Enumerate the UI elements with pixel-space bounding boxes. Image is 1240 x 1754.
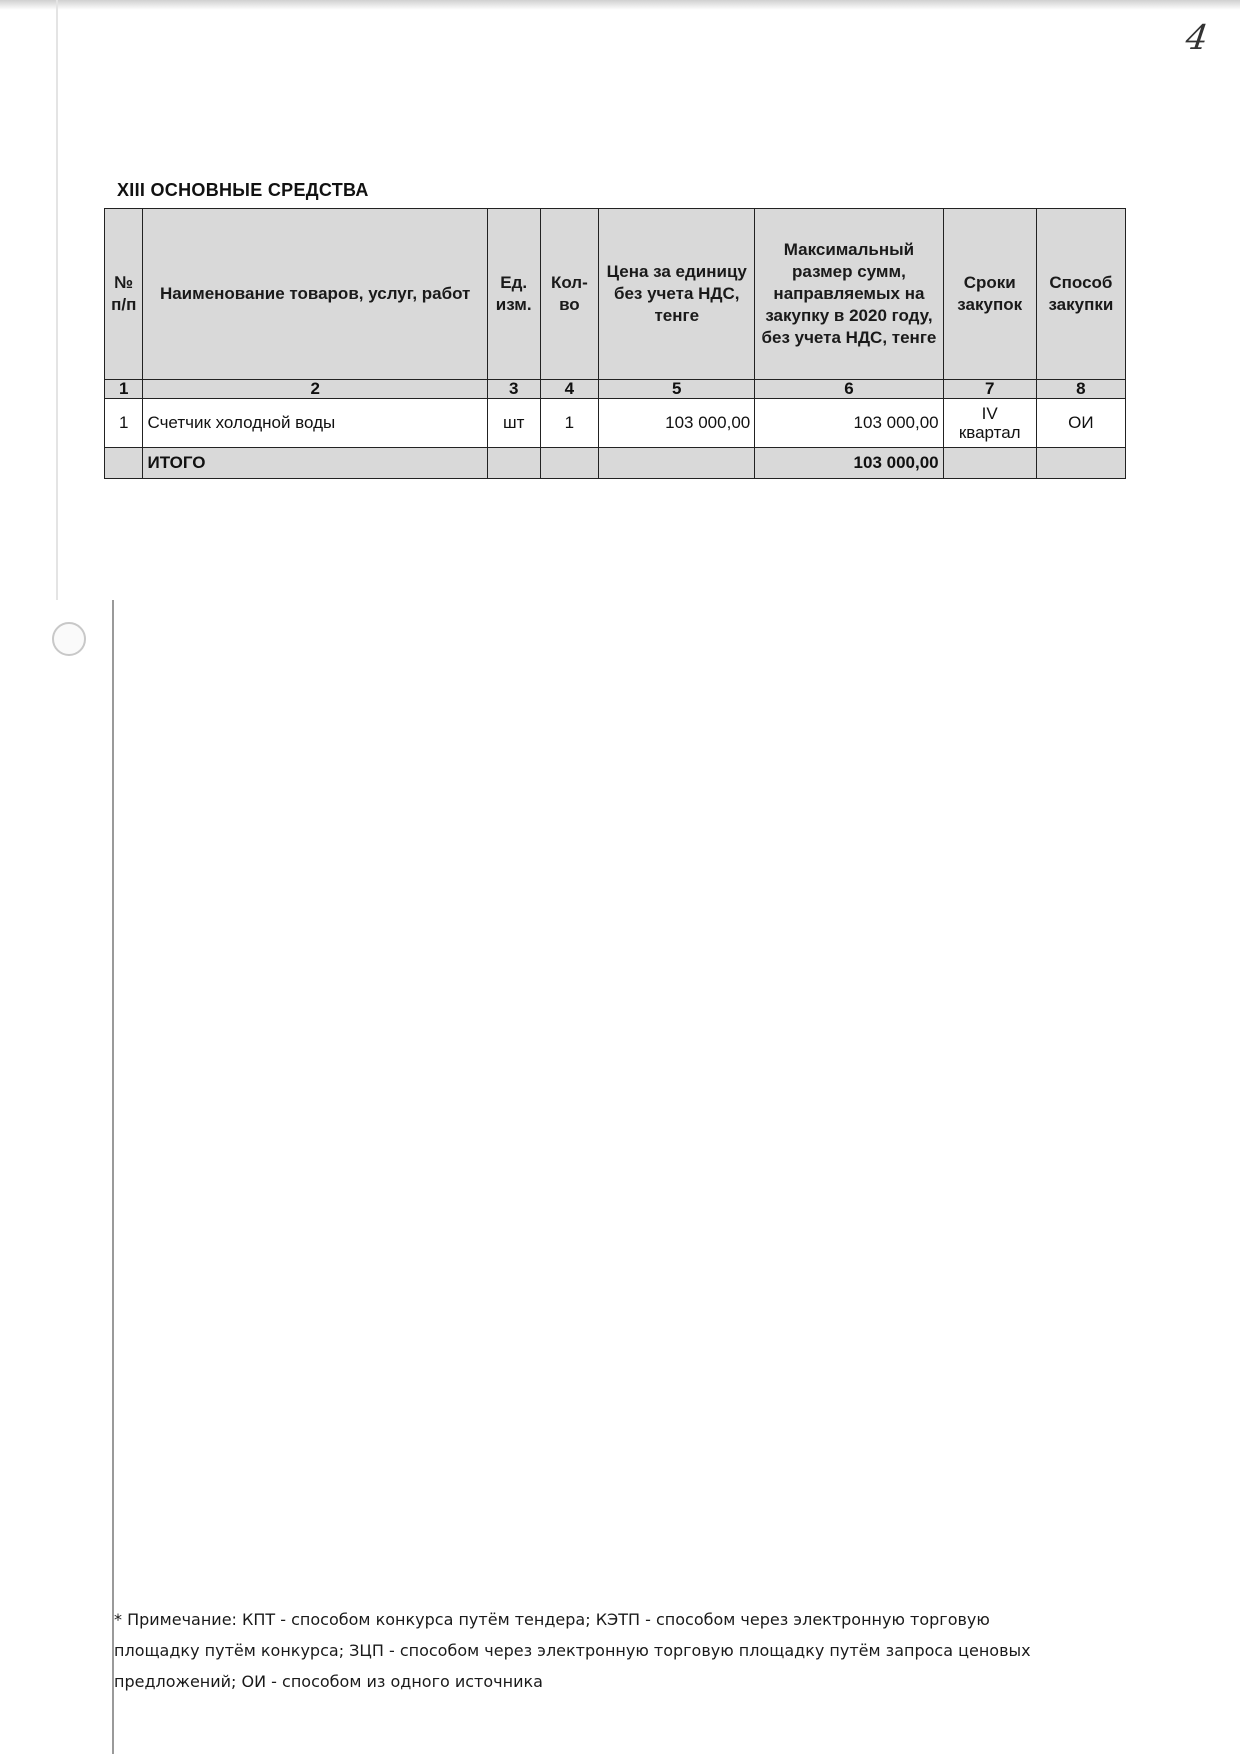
row-price: 103 000,00	[599, 399, 755, 448]
row-max-sum: 103 000,00	[755, 399, 943, 448]
scan-top-shadow	[0, 0, 1240, 10]
row-term	[943, 399, 1036, 448]
header-max-sum: Максимальный размер сумм, направляемых на закупку в 2020 году, без учета НДС, тенге	[755, 209, 943, 380]
row-term-line2: квартал	[958, 423, 1021, 442]
row-term-line1: IV	[981, 404, 998, 423]
punch-hole	[52, 622, 86, 656]
header-num: № п/п	[105, 209, 143, 380]
row-num: 1	[105, 399, 143, 448]
row-name: Счетчик холодной воды	[143, 399, 487, 448]
table-row	[105, 399, 1126, 448]
total-empty-cell	[105, 448, 143, 479]
column-number: 4	[540, 380, 599, 399]
footnote: * Примечание: КПТ - способом конкурса путём тендера; КЭТП - способом через электронную торговую площадку путём конкурса; ЗЦП - способом через электронную торговую площадку путём запроса ценовых предложений; ОИ - способом из одного источника	[114, 1610, 1031, 1691]
column-number: 2	[143, 380, 487, 399]
header-price: Цена за единицу без учета НДС, тенге	[599, 209, 755, 380]
total-label: ИТОГО	[143, 448, 487, 479]
total-empty-cell	[943, 448, 1036, 479]
table-header-row	[105, 209, 1126, 380]
total-row	[105, 448, 1126, 479]
total-empty-cell	[1036, 448, 1125, 479]
row-unit: шт	[487, 399, 540, 448]
scan-left-edge	[112, 600, 114, 1754]
total-max-sum: 103 000,00	[755, 448, 943, 479]
row-method: ОИ	[1036, 399, 1125, 448]
column-number: 1	[105, 380, 143, 399]
column-number-row	[105, 380, 1126, 399]
column-number: 5	[599, 380, 755, 399]
scan-left-edge-upper	[56, 0, 58, 600]
header-method: Способ закупки	[1036, 209, 1125, 380]
total-empty-cell	[599, 448, 755, 479]
total-empty-cell	[540, 448, 599, 479]
procurement-table	[104, 208, 1126, 479]
column-number: 8	[1036, 380, 1125, 399]
handwritten-page-number: 4	[1183, 18, 1211, 58]
column-number: 7	[943, 380, 1036, 399]
column-number: 6	[755, 380, 943, 399]
row-qty: 1	[540, 399, 599, 448]
column-number: 3	[487, 380, 540, 399]
total-empty-cell	[487, 448, 540, 479]
header-name: Наименование товаров, услуг, работ	[143, 209, 487, 380]
section-title: XIII ОСНОВНЫЕ СРЕДСТВА	[117, 180, 369, 200]
header-term: Сроки закупок	[943, 209, 1036, 380]
header-qty: Кол-во	[540, 209, 599, 380]
header-unit: Ед. изм.	[487, 209, 540, 380]
